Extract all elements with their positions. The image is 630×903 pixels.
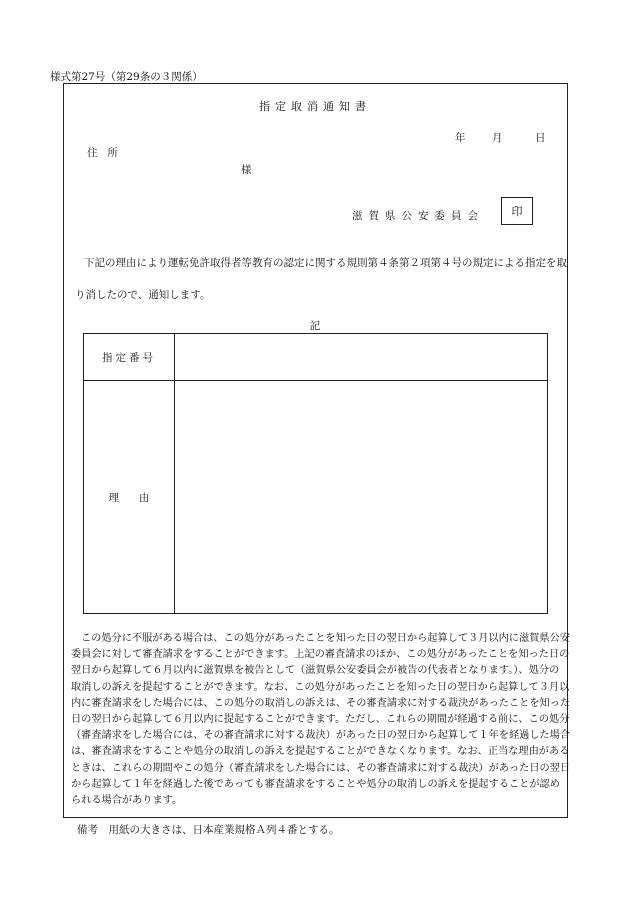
notice-line: 委員会に対して審査請求をすることができます。上記の審査請求のほか、この処分があったことを知った日の bbox=[71, 649, 570, 661]
document-title: 指定取消通知書 bbox=[259, 100, 371, 113]
honorific-label: 様 bbox=[241, 164, 252, 176]
notice-line: 日の翌日から起算して６月以内に提起することができます。ただし、これらの期間が経過する前に、この処分 bbox=[71, 714, 570, 726]
address-label: 住所 bbox=[87, 147, 128, 159]
table-row-reason bbox=[84, 381, 548, 614]
designation-number-label-cell bbox=[84, 334, 175, 381]
table-row-designation-number bbox=[84, 334, 548, 381]
designation-number-label: 指定番号 bbox=[102, 351, 156, 364]
date-month-label: 月 bbox=[492, 132, 503, 144]
designation-number-value-cell[interactable] bbox=[175, 334, 548, 381]
notice-line: ときは、これらの期間やこの処分（審査請求をした場合には、その審査請求に対する裁決）があった日の翌日 bbox=[71, 762, 571, 774]
reason-label-cell bbox=[84, 381, 175, 614]
notice-line: 翌日から起算して６月以内に滋賀県を被告として（滋賀県公安委員会が被告の代表者となります。）、処分の bbox=[71, 665, 560, 677]
date-day-label: 日 bbox=[535, 132, 546, 144]
body-text-line-1: 下記の理由により運転免許取得者等教育の認定に関する規則第４条第２項第４号の規定による指定を取 bbox=[84, 257, 567, 269]
reason-label: 理由 bbox=[108, 491, 170, 504]
form-number-header: 様式第27号（第29条の３関係） bbox=[50, 71, 203, 83]
notice-line: 内に審査請求をした場合には、この処分の取消しの訴えは、その審査請求に対する裁決があったことを知った bbox=[71, 697, 571, 709]
date-year-label: 年 bbox=[455, 132, 466, 144]
notice-line: から起算して１年を経過した後であっても審査請求をすることや処分の取消しの訴えを提起することが認め bbox=[71, 778, 560, 790]
record-table bbox=[83, 333, 548, 614]
body-text-line-2: り消したので、通知します。 bbox=[75, 289, 211, 301]
seal-box bbox=[501, 197, 533, 225]
appeal-notice bbox=[71, 631, 571, 809]
notice-line: 取消しの訴えを提起することができます。なお、この処分があったことを知った日の翌日から起算して３月以 bbox=[71, 681, 570, 693]
seal-label: 印 bbox=[511, 205, 523, 218]
footnote: 備考 用紙の大きさは、日本産業規格Ａ列４番とする。 bbox=[77, 824, 340, 836]
ki-heading: 記 bbox=[309, 320, 321, 332]
reason-value-cell[interactable] bbox=[175, 381, 548, 614]
notice-line: られる場合があります。 bbox=[71, 795, 183, 807]
notice-line: この処分に不服がある場合は、この処分があったことを知った日の翌日から起算して３月以内に滋賀県公安 bbox=[81, 633, 570, 644]
notice-line: （審査請求をした場合には、その審査請求に対する裁決）があった日の翌日から起算して１年を経過した場合 bbox=[71, 730, 571, 742]
notice-line: は、審査請求をすることや処分の取消しの訴えを提起することができなくなります。なお、正当な理由がある bbox=[71, 746, 570, 758]
issuer-name: 滋賀県公安委員会 bbox=[352, 210, 484, 222]
